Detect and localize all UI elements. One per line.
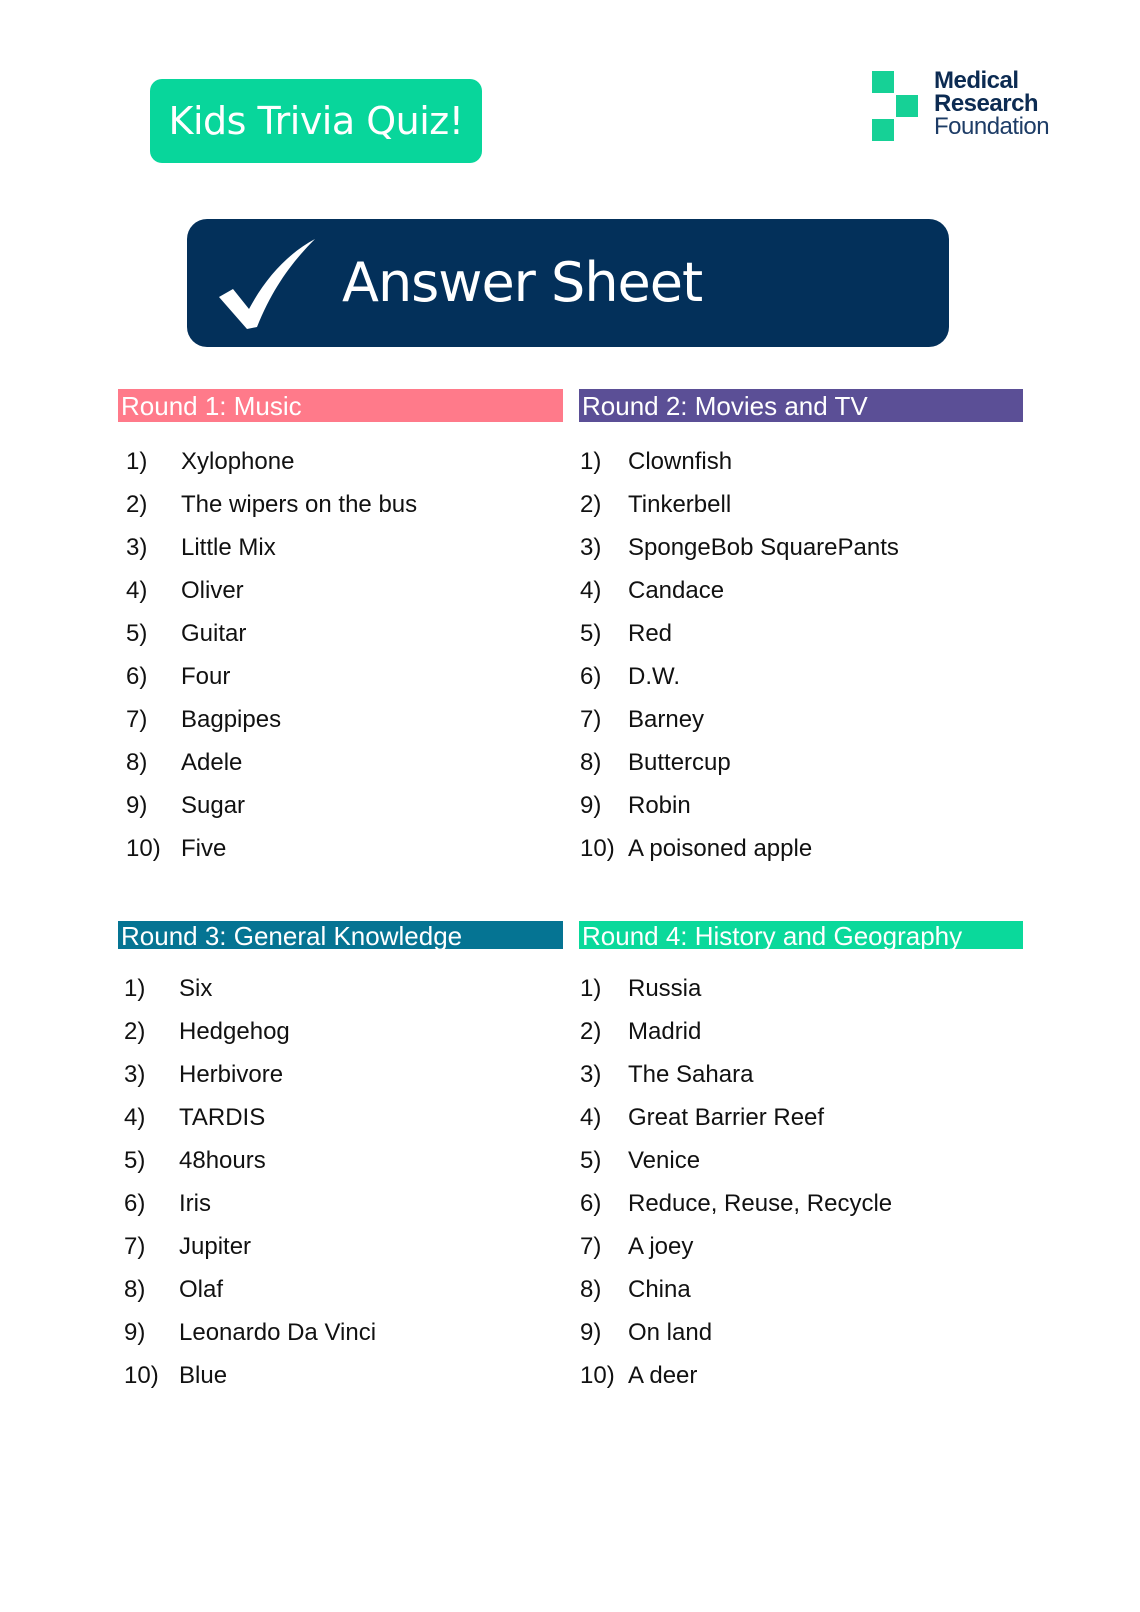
- logo-line-2: Research: [934, 90, 1039, 117]
- page-title: Answer Sheet: [342, 251, 703, 314]
- round-1-header: Round 1: Music: [118, 389, 563, 422]
- quiz-title-badge: [150, 79, 482, 163]
- medical-research-foundation-logo: [872, 67, 1062, 147]
- logo-line-1: Medical: [934, 67, 1019, 94]
- logo-line-3: Foundation: [934, 113, 1050, 140]
- round-2-header: Round 2: Movies and TV: [579, 389, 1023, 422]
- answer-sheet-banner: [187, 219, 949, 347]
- round-3-header: Round 3: General Knowledge: [118, 921, 563, 949]
- checkmark-icon: [217, 239, 317, 329]
- quiz-title: Kids Trivia Quiz!: [168, 99, 464, 143]
- round-4-header: Round 4: History and Geography: [579, 921, 1023, 949]
